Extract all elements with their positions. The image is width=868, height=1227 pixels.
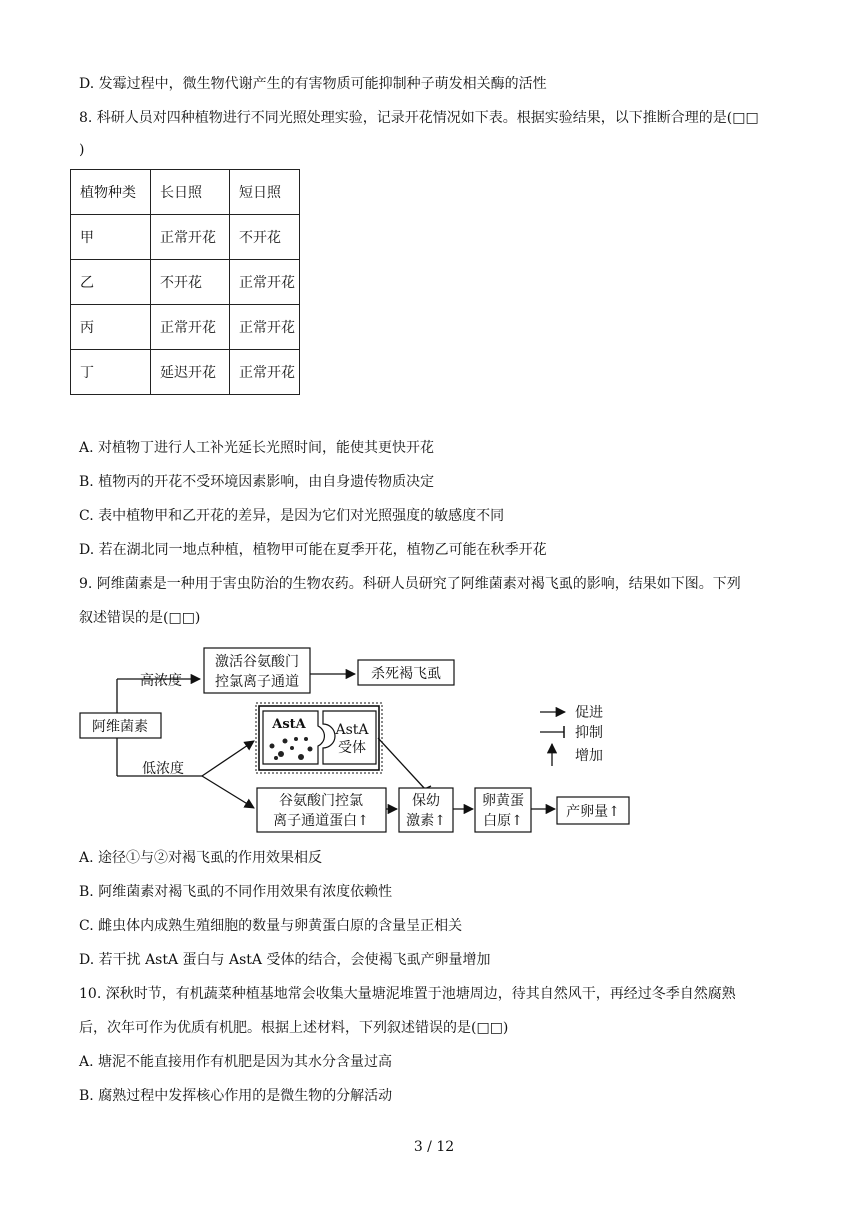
- q9-option-d: D. 若干扰 AstA 蛋白与 AstA 受体的结合，会使褐飞虱产卵量增加: [79, 952, 491, 968]
- q9-stem-line2: 叙述错误的是(□□): [79, 610, 201, 626]
- table-cell: 正常开花: [230, 260, 300, 305]
- q8-option-b: B. 植物丙的开花不受环境因素影响，由自身遗传物质决定: [79, 474, 435, 490]
- q8-stem: [79, 108, 759, 128]
- diagram-legend: [540, 705, 603, 766]
- q8-stem-line1: 8. 科研人员对四种植物进行不同光照处理实验，记录开花情况如下表。根据实验结果，以下推断合理的是(: [79, 110, 733, 126]
- avermectin-pathway-diagram: [70, 636, 640, 834]
- q9-stem-line1: 9. 阿维菌素是一种用于害虫防治的生物农药。科研人员研究了阿维菌素对褐飞虱的影响，结果如下图。下列: [79, 576, 741, 592]
- q10-stem-line2: 后，次年可作为优质有机肥。根据上述材料，下列叙述错误的是(□□): [79, 1020, 509, 1036]
- legend-promote-label: 促进: [575, 705, 603, 721]
- table-cell: 正常开花: [230, 350, 300, 395]
- table-header-cell: 长日照: [151, 170, 230, 215]
- juvenile-hormone-line2: 激素↑: [406, 813, 446, 829]
- q9-option-a: A. 途径①与②对褐飞虱的作用效果相反: [79, 850, 323, 866]
- page-number: 3 / 12: [413, 1139, 455, 1155]
- table-cell: 不开花: [151, 260, 230, 305]
- table-row: [71, 350, 300, 395]
- table-cell: 不开花: [230, 215, 300, 260]
- q10-option-a: A. 塘泥不能直接用作有机肥是因为其水分含量过高: [79, 1054, 393, 1070]
- table-header-cell: 短日照: [230, 170, 300, 215]
- table-header-cell: 植物种类: [71, 170, 151, 215]
- q9-option-c: C. 雌虫体内成熟生殖细胞的数量与卵黄蛋白原的含量呈正相关: [79, 918, 463, 934]
- table-cell: 丙: [71, 305, 151, 350]
- kill-planthopper-label: 杀死褐飞虱: [371, 666, 441, 682]
- table-cell: 乙: [71, 260, 151, 305]
- high-concentration-label: 高浓度: [140, 673, 182, 689]
- juvenile-hormone-line1: 保幼: [412, 793, 440, 809]
- table-cell: 正常开花: [151, 215, 230, 260]
- legend-inhibit-label: 抑制: [575, 725, 603, 741]
- chloride-channel-protein-line1: 谷氨酸门控氯: [279, 793, 363, 809]
- egg-output-label: 产卵量↑: [566, 804, 620, 820]
- q10-stem-line1: 10. 深秋时节，有机蔬菜种植基地常会收集大量塘泥堆置于池塘周边，待其自然风干，再经过冬季自然腐熟: [79, 986, 736, 1002]
- chloride-channel-activation-line2: 控氯离子通道: [215, 674, 299, 690]
- chloride-channel-activation-line1: 激活谷氨酸门: [215, 654, 299, 670]
- q9-option-b: B. 阿维菌素对褐飞虱的不同作用效果有浓度依赖性: [79, 884, 393, 900]
- legend-increase-label: 增加: [575, 748, 603, 764]
- asta-receptor-line1: AstA: [335, 722, 369, 738]
- vitellogenin-line2: 白原↑: [483, 813, 523, 829]
- table-cell: 延迟开花: [151, 350, 230, 395]
- q7-option-d: D. 发霉过程中，微生物代谢产生的有害物质可能抑制种子萌发相关酶的活性: [79, 76, 547, 92]
- q8-option-a: A. 对植物丁进行人工补光延长光照时间，能使其更快开花: [79, 440, 435, 456]
- q8-option-d: D. 若在湖北同一地点种植，植物甲可能在夏季开花，植物乙可能在秋季开花: [79, 542, 547, 558]
- table-cell: 正常开花: [151, 305, 230, 350]
- low-concentration-label: 低浓度: [142, 761, 184, 777]
- asta-protein-label: AstA: [272, 717, 306, 732]
- q8-stem-line2: ): [79, 142, 85, 158]
- vitellogenin-line1: 卵黄蛋: [482, 793, 524, 809]
- table-cell: 甲: [71, 215, 151, 260]
- asta-receptor-line2: 受体: [338, 740, 366, 756]
- table-cell: 正常开花: [230, 305, 300, 350]
- table-row: [71, 305, 300, 350]
- q8-option-c: C. 表中植物甲和乙开花的差异，是因为它们对光照强度的敏感度不同: [79, 508, 505, 524]
- table-row: [71, 215, 300, 260]
- table-header-row: [71, 170, 300, 215]
- q8-answer-blank: □□: [732, 110, 759, 126]
- table-cell: 丁: [71, 350, 151, 395]
- chloride-channel-protein-line2: 离子通道蛋白↑: [273, 813, 369, 829]
- q10-option-b: B. 腐熟过程中发挥核心作用的是微生物的分解活动: [79, 1088, 393, 1104]
- table-row: [71, 260, 300, 305]
- flowering-table: [70, 169, 300, 395]
- avermectin-label: 阿维菌素: [92, 719, 148, 735]
